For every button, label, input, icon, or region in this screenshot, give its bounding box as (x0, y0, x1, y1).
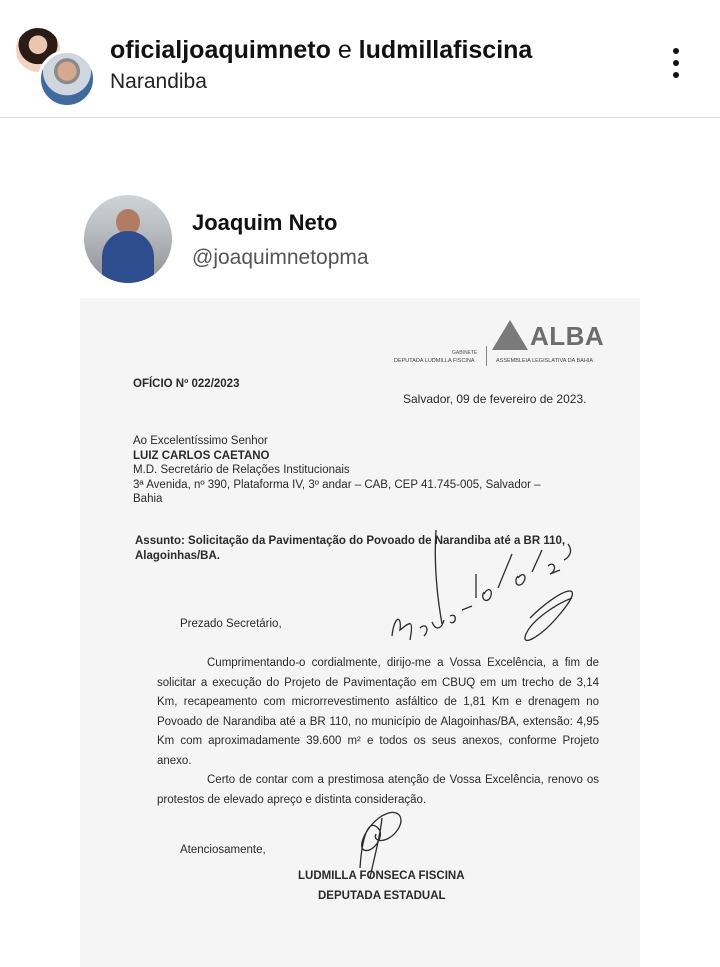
letter-body (157, 654, 599, 810)
post-header (0, 0, 720, 118)
more-options-icon[interactable] (664, 48, 688, 84)
signer-title: DEPUTADA ESTADUAL (318, 890, 446, 902)
tweet-author-handle: @joaquimnetopma (192, 246, 369, 269)
username-connector: e (337, 36, 352, 64)
avatar-joaquim[interactable] (38, 50, 96, 108)
username-1[interactable]: oficialjoaquimneto (110, 36, 331, 64)
post-usernames (110, 36, 532, 65)
body-paragraph-1: Cumprimentando-o cordialmente, dirijo-me a Vossa Excelência, a fim de solicitar a execução do Projeto de Pavimentação em CBUQ em um trecho de 3,14 Km, recapeamento com microrrevestimento asfáltico de 1,81 Km e drenagem no Povoado de Narandiba até a BR 110, no município de Alagoinhas/BA, extensão: 4,95 Km com aproximadamente 39.600 m² e todos os seus anexos, conforme Projeto anexo. (157, 657, 599, 767)
recipient-address-line2: Bahia (133, 493, 163, 505)
collab-avatars[interactable] (14, 26, 96, 108)
recipient-name: LUIZ CARLOS CAETANO (133, 449, 270, 462)
signer-name: LUDMILLA FONSECA FISCINA (298, 870, 465, 882)
letter-closing: Atenciosamente, (180, 844, 266, 856)
logo-assembleia: ASSEMBLEIA LEGISLATIVA DA BAHIA (496, 358, 594, 364)
alba-logo-mark (492, 320, 528, 350)
letter-date: Salvador, 09 de fevereiro de 2023. (403, 392, 587, 406)
tweet-avatar (84, 195, 172, 283)
handwritten-receipt-note (380, 518, 610, 658)
letter-greeting: Prezado Secretário, (180, 618, 282, 630)
logo-gabinete: GABINETE (452, 350, 478, 356)
recipient-block (133, 434, 541, 507)
letter-subject: Assunto: Solicitação da Pavimentação do Povoado de Narandiba até a BR 110, Alagoinhas/BA. (135, 535, 566, 562)
letter-document (80, 298, 640, 967)
recipient-salutation: Ao Excelentíssimo Senhor (133, 435, 268, 447)
username-2[interactable]: ludmillafiscina (358, 36, 533, 64)
alba-wordmark: ALBA (530, 321, 605, 351)
recipient-role: M.D. Secretário de Relações Institucionais (133, 464, 350, 476)
logo-deputada: DEPUTADA LUDMILLA FISCINA (394, 358, 475, 364)
post-location[interactable]: Narandiba (110, 70, 207, 93)
tweet-author-name: Joaquim Neto (192, 210, 338, 235)
logo-divider (486, 346, 487, 366)
oficio-number: OFÍCIO Nº 022/2023 (133, 378, 240, 390)
handwritten-signature (340, 798, 420, 878)
recipient-address-line1: 3ª Avenida, nº 390, Plataforma IV, 3º andar – CAB, CEP 41.745-005, Salvador – (133, 478, 541, 491)
body-paragraph-2: Certo de contar com a prestimosa atenção de Vossa Excelência, renovo os protestos de elevado apreço e distinta consideração. (157, 774, 599, 806)
